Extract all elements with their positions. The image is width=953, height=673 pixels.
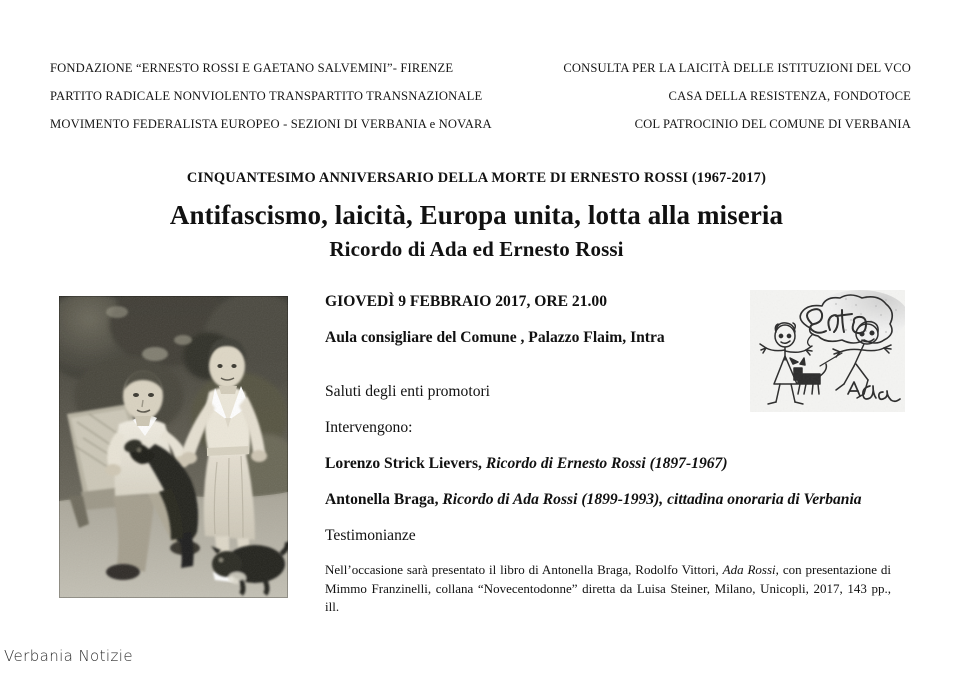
organizer-line: CONSULTA PER LA LAICITÀ DELLE ISTITUZIONI DEL VCO [563, 61, 911, 75]
organizers-right-column [563, 54, 911, 138]
speaker-talk-title: Ricordo di Ada Rossi (1899-1993), cittadina onoraria di Verbania [442, 491, 862, 508]
organizer-line: MOVIMENTO FEDERALISTA EUROPEO - SEZIONI DI VERBANIA e NOVARA [50, 117, 492, 131]
organizer-line: PARTITO RADICALE NONVIOLENTO TRANSPARTITO TRANSNAZIONALE [50, 89, 483, 103]
book-note-part1: Nell’occasione sarà presentato il libro di Antonella Braga, Rodolfo Vittori, [325, 562, 723, 577]
spacer [325, 349, 895, 381]
speaker-entry [325, 453, 895, 475]
page-title: Antifascismo, laicità, Europa unita, lotta alla miseria [169, 200, 784, 230]
speaker-name: Antonella Braga, [325, 491, 439, 508]
book-note-part2: con presentazione di Mimmo Franzinelli, collana “Novecentodonne” diretta da Luisa Steiner, Milano, Unicopli, 2017, 143 pp., ill. [325, 562, 891, 614]
organizer-line: COL PATROCINIO DEL COMUNE DI VERBANIA [634, 117, 911, 131]
organizer-line: CASA DELLA RESISTENZA, FONDOTOCE [668, 89, 911, 103]
testimonials-line: Testimonianze [325, 527, 416, 544]
source-watermark: Verbania Notizie [4, 647, 133, 665]
speakers-label: Intervengono: [325, 419, 413, 436]
event-venue: Aula consigliare del Comune , Palazzo Flaim, Intra [325, 329, 665, 346]
event-details [325, 291, 895, 617]
speaker-name: Lorenzo Strick Lievers, [325, 455, 482, 472]
greetings-line: Saluti degli enti promotori [325, 383, 491, 400]
event-date: GIOVEDÌ 9 FEBBRAIO 2017, ORE 21.00 [325, 293, 608, 310]
historic-photograph [59, 296, 288, 598]
organizer-line: FONDAZIONE “ERNESTO ROSSI E GAETANO SALVEMINI”- FIRENZE [50, 61, 454, 75]
speaker-entry [325, 489, 895, 511]
book-title: Ada Rossi, [722, 562, 779, 577]
organizers-header [50, 54, 911, 138]
page-subtitle: Ricordo di Ada ed Ernesto Rossi [329, 237, 624, 261]
speaker-talk-title: Ricordo di Ernesto Rossi (1897-1967) [485, 455, 728, 472]
anniversary-kicker: CINQUANTESIMO ANNIVERSARIO DELLA MORTE DI ERNESTO ROSSI (1967-2017) [186, 170, 767, 186]
organizers-left-column [50, 54, 492, 138]
book-presentation-note [325, 561, 891, 617]
